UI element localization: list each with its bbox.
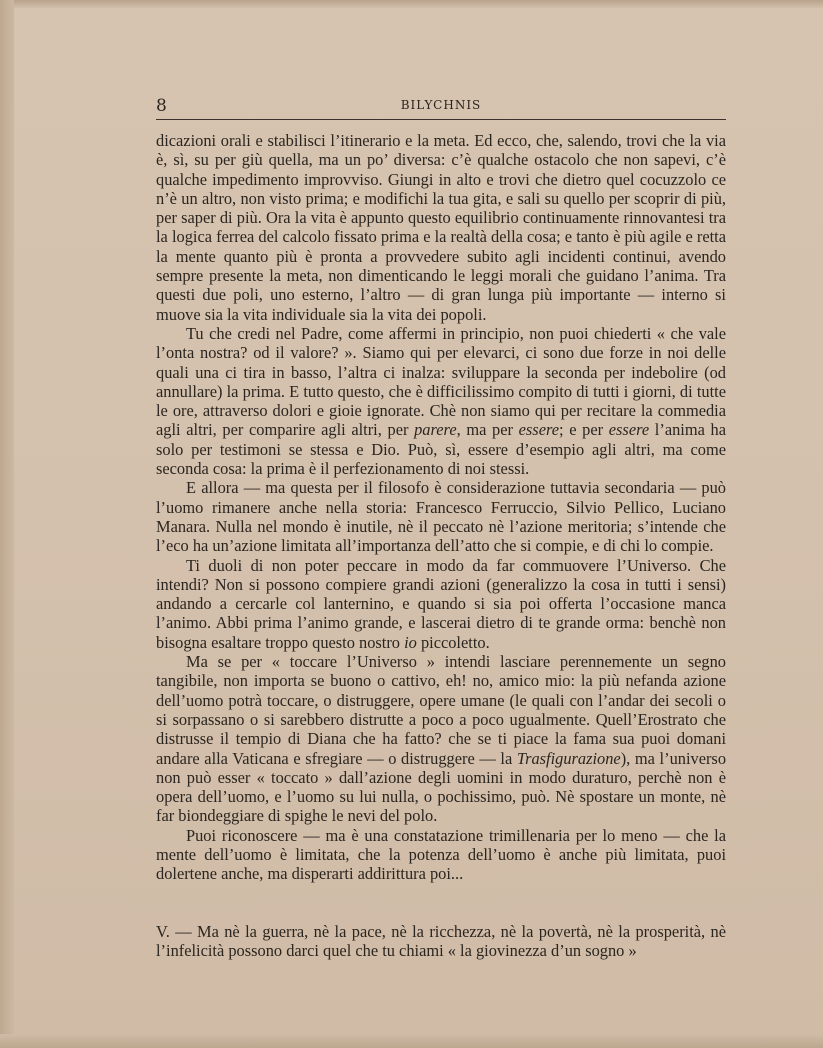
paper-edge-bottom (0, 1034, 823, 1048)
italic-word: essere (518, 420, 560, 440)
paper-edge-top (0, 0, 823, 8)
page-number: 8 (156, 96, 167, 116)
running-title: BILYCHNIS (400, 98, 482, 112)
paragraph: E allora — ma questa per il filosofo è considerazione tuttavia secondaria — può l’uomo rimanere anche nella storia: Francesco Ferruccio, Silvio Pellico, Luciano Manara. Nulla nel mondo è inutile, nè il peccato nè l’azione meritoria; s’intende che l’eco ha un’azione limitata all’importanza dell’atto che si compie, e di chi lo compie. (156, 478, 726, 556)
italic-word: parere (414, 420, 457, 440)
body-text (156, 131, 726, 960)
paragraph: Puoi riconoscere — ma è una constatazione trimillenaria per lo meno — che la mente dell’uomo è limitata, che la potenza dell’uomo è anche più limitata, puoi dolertene anche, ma disperarti addirittura poi... (156, 825, 726, 884)
section-v-paragraph: V. — Ma nè la guerra, nè la pace, nè la ricchezza, nè la povertà, nè la prosperità, nè l’infelicità possono darci quel che tu chiami « la giovinezza d’un sogno » (156, 921, 726, 960)
page-header (156, 96, 726, 116)
italic-word: io (404, 632, 417, 652)
paragraph: Ma se per « toccare l’Universo » intendi lasciare perennemente un segno tangibile, non importa se buono o cattivo, eh! no, amico mio: la più nefanda azione dell’uomo potrà toccare, o distruggere, opere umane (le quali con l’andar dei secoli o si sorpassano o si sarebbero distrutte a poco a poco ugualmente. Quell’Erostrato che distrusse il tempio di Diana che ha fatto? che se ti piace la fama sua puoi domani andare alla Vaticana e sfregiare — o distruggere — la Trasfigurazione), ma l’universo non può esser « toccato » dall’azione degli uomini in modo duraturo, perchè non è opera dell’uomo, e l’uomo su lui nulla, o pochissimo, può. Nè spostare un monte, nè far biondeggiare di spighe le nevi del polo. (156, 652, 727, 826)
header-rule (156, 119, 726, 120)
paragraph: dicazioni orali e stabilisci l’itinerario e la meta. Ed ecco, che, salendo, trovi che la via è, sì, su per giù quella, ma un po’ diversa: c’è qualche ostacolo che non sapevi, c’è qualche impedimento improvviso. Giungi in alto e trovi che dietro quel cocuzzolo ce n’è un altro, non visto prima; e modifichi la tua gita, e sali su quello per scoprir di più, per saper di più. Ora la vita è appunto questo equilibrio continuamente rinnovantesi tra la logica ferrea del calcolo fissato prima e la realtà della cosa; e tanto è più agile e retta la mente quanto più è pronta a provvedere subito agli incidenti continui, avendo sempre presente la meta, non dimenticando le leggi morali che guidano l’anima. Tra questi due poli, uno esterno, l’altro — di gran lunga più importante — interno si muove sia la vita individuale sia la vita dei popoli. (156, 131, 726, 324)
paragraph: Ti duoli di non poter peccare in modo da far commuovere l’Universo. Che intendi? Non si possono compiere grandi azioni (generalizzo la cosa in tutti i sensi) andando a cercarle col lanternino, e quando si sia poi offerta l’occasione manca l’animo. Abbi prima l’animo grande, e lascerai dietro di te grande orma: benchè non bisogna esaltare troppo questo nostro io piccoletto. (156, 555, 726, 652)
italic-word: Trasfigurazione (516, 748, 621, 768)
paper-edge-left (0, 0, 14, 1048)
italic-word: essere (608, 420, 650, 440)
paragraph: Tu che credi nel Padre, come affermi in principio, non puoi chiederti « che vale l’onta nostra? od il valore? ». Siamo qui per elevarci, ci sono due forze in noi delle quali una ci tira in basso, l’altra ci inalza: sviluppare la seconda per indebolire (od annullare) la prima. E tutto questo, che è difficilissimo compito di tutti i giorni, di tutte le ore, attraverso dolori e gioie ignorate. Chè non siamo qui per recitare la commedia agli altri, per comparire agli altri, per parere, ma per essere; e per essere l’anima ha solo per testimoni se stessa e Dio. Può, sì, essere d’esempio agli altri, ma come seconda cosa: la prima è il perfezionamento di noi stessi. (156, 323, 727, 479)
